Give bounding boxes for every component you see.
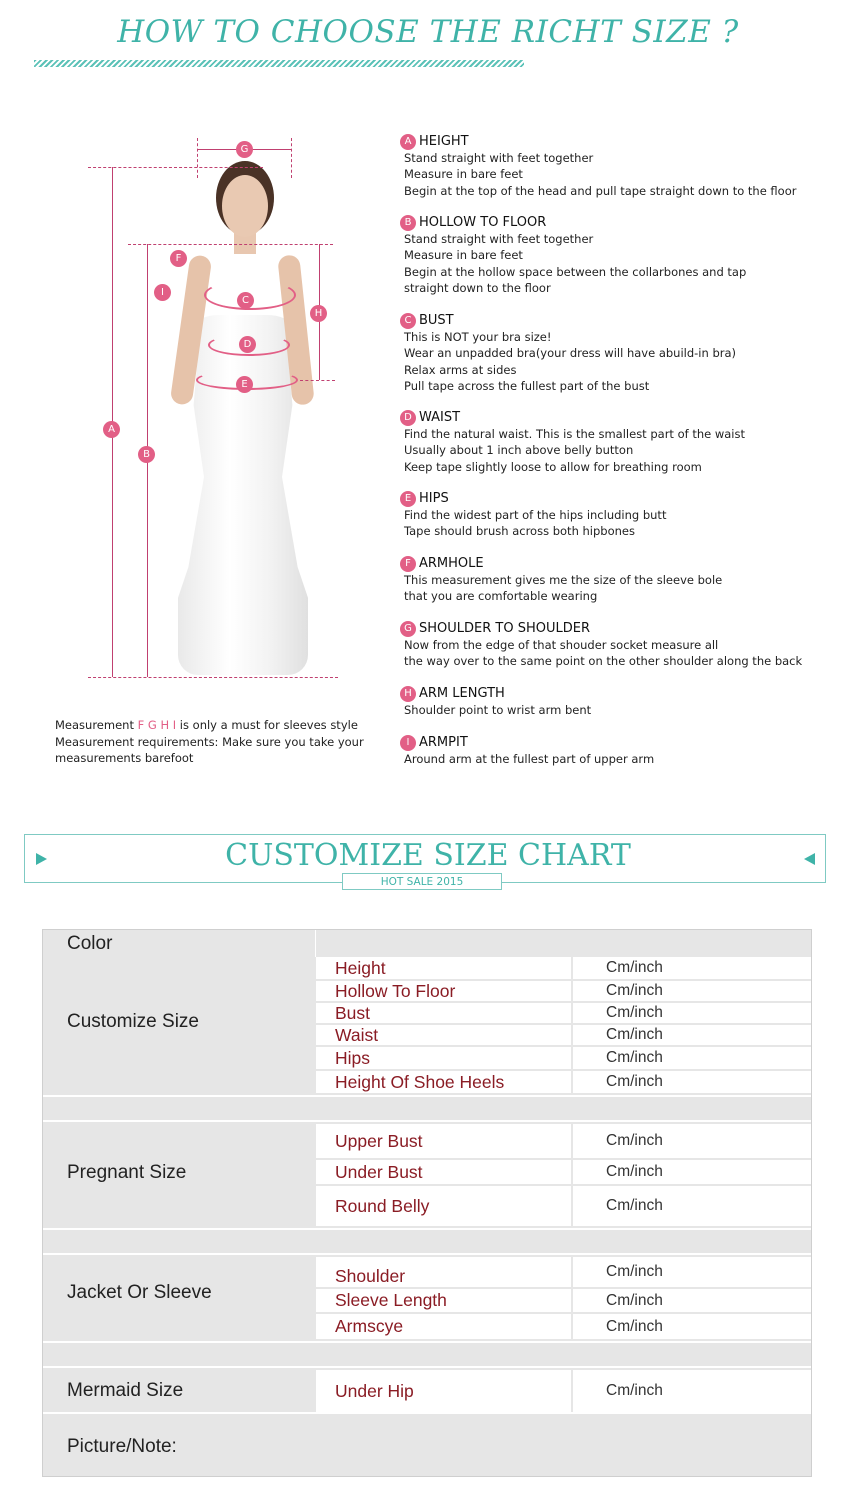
guide-floor [88,677,338,678]
marker-d: D [239,336,256,353]
table-row [316,1289,811,1314]
measure-armpit [400,734,840,767]
measure-title: ARM LENGTH [419,686,505,701]
model-head [222,175,268,237]
measure-title: BUST [419,313,454,328]
badge-icon: I [400,735,416,751]
row-unit: Cm/inch [571,981,811,1001]
section-label: Customize Size [67,1011,199,1032]
note-line-2: Measurement requirements: Make sure you take your [55,734,364,749]
note-prefix: Measurement [55,718,138,732]
row-spacer [43,1341,811,1368]
marker-c: C [237,292,254,309]
marker-e: E [236,376,253,393]
page-title: HOW TO CHOOSE THE RICHT SIZE ? [117,14,739,50]
table-row [316,981,811,1003]
badge-icon: B [400,215,416,231]
section-mermaid-size [43,1370,811,1412]
row-label: Armscye [335,1316,404,1336]
table-row [316,1025,811,1047]
section-jacket-or-sleeve [43,1257,811,1341]
row-label: Bust [335,1002,371,1023]
row-label: Sleeve Length [335,1290,447,1310]
measure-line: Keep tape slightly loose to allow for breathing room [404,459,702,474]
table-row [316,1370,811,1412]
measure-hollow-to-floor [400,214,840,296]
measure-line: Begin at the top of the head and pull tape straight down to the floor [404,183,797,198]
measure-line: the way over to the same point on the other shoulder along the back [404,654,803,669]
measure-line: Now from the edge of that shouder socket measure all [404,638,719,652]
table-row [316,1160,811,1186]
table-row [316,1314,811,1341]
note-suffix: is only a must for sleeves style [176,718,358,732]
badge-icon: C [400,313,416,329]
measure-title: HEIGHT [419,134,469,149]
row-unit: Cm/inch [571,1025,811,1045]
row-spacer [43,1228,811,1255]
row-label: Under Hip [335,1380,414,1401]
table-row [316,1124,811,1160]
measure-line: Find the widest part of the hips including butt [404,508,667,522]
measure-hips [400,490,840,540]
marker-f: F [170,250,187,267]
guide-h-bottom [300,380,335,381]
measure-title: ARMPIT [419,735,468,750]
measure-line: Around arm at the fullest part of upper arm [404,752,655,766]
measurement-figure [0,120,380,700]
size-chart-title: CUSTOMIZE SIZE CHART [225,838,631,873]
row-unit: Cm/inch [571,1257,811,1287]
section-label: Mermaid Size [67,1380,184,1401]
guide-height-top [88,167,263,168]
row-unit: Cm/inch [571,1289,811,1312]
row-label: Under Bust [335,1161,423,1182]
measure-line: This is NOT your bra size! [404,330,552,344]
marker-h: H [310,305,327,322]
row-unit: Cm/inch [571,957,811,979]
measure-title: HIPS [419,491,449,506]
measure-waist [400,409,840,475]
row-label: Height [335,957,386,978]
measurement-notes [55,717,385,767]
section-picture-note [43,1412,811,1478]
guide-hollow-top [128,244,333,245]
measure-line: straight down to the floor [404,280,551,295]
measure-line: Relax arms at sides [404,362,517,377]
measure-line: that you are comfortable wearing [404,589,598,604]
measure-line: Measure in bare feet [404,167,523,182]
measure-line: Usually about 1 inch above belly button [404,443,634,458]
measure-line: Stand straight with feet together [404,151,594,165]
measure-line: Measure in bare feet [404,248,523,263]
hot-sale-badge: HOT SALE 2015 [342,873,502,890]
row-unit: Cm/inch [571,1003,811,1023]
row-label: Upper Bust [335,1130,423,1151]
row-label: Shoulder [335,1266,406,1286]
marker-a: A [103,421,120,438]
measure-line: Begin at the hollow space between the collarbones and tap [404,264,747,279]
measure-title: HOLLOW TO FLOOR [419,215,547,230]
row-spacer [43,1095,811,1122]
column-divider [315,930,316,957]
measure-line: Shoulder point to wrist arm bent [404,703,592,717]
section-label: Jacket Or Sleeve [67,1282,212,1303]
table-row [316,1047,811,1071]
measure-line: Wear an unpadded bra(your dress will have abuild-in bra) [404,346,737,361]
section-color [43,930,811,957]
measure-armhole [400,555,840,605]
table-row [316,1257,811,1289]
table-row [316,1186,811,1228]
measure-height [400,133,840,199]
title-underline-stripe [34,60,524,67]
guide-g-right [291,138,292,178]
marker-g: G [236,141,253,158]
badge-icon: G [400,621,416,637]
measure-title: SHOULDER TO SHOULDER [419,621,590,636]
row-label: Waist [335,1024,379,1045]
row-label: Round Belly [335,1195,430,1216]
row-label: Hollow To Floor [335,980,456,1001]
row-unit: Cm/inch [571,1186,811,1226]
measure-line: This measurement gives me the size of the sleeve bole [404,573,723,587]
measure-line: Find the natural waist. This is the smallest part of the waist [404,427,746,441]
measure-arm-length [400,685,840,718]
row-unit: Cm/inch [571,1160,811,1184]
badge-icon: H [400,686,416,702]
badge-icon: A [400,134,416,150]
row-label: Height Of Shoe Heels [335,1071,505,1092]
marker-i: I [154,284,171,301]
row-unit: Cm/inch [571,1314,811,1339]
measure-title: ARMHOLE [419,556,484,571]
row-label: Hips [335,1047,371,1068]
badge-icon: E [400,491,416,507]
section-label: Picture/Note: [67,1436,177,1457]
note-line-3: measurements barefoot [55,751,194,765]
badge-icon: D [400,410,416,426]
measure-title: WAIST [419,410,461,425]
table-row [316,1071,811,1095]
row-unit: Cm/inch [571,1124,811,1158]
table-row [316,1003,811,1025]
section-label: Color [67,933,113,954]
section-label: Pregnant Size [67,1162,187,1183]
note-letters: F G H I [137,718,177,732]
size-chart-table [42,929,812,1477]
measure-line: Pull tape across the fullest part of the bust [404,378,650,393]
badge-icon: F [400,556,416,572]
row-unit: Cm/inch [571,1071,811,1093]
section-customize-size [43,957,811,1095]
section-pregnant-size [43,1124,811,1228]
measure-shoulder-to-shoulder [400,620,840,670]
row-unit: Cm/inch [571,1370,811,1412]
measure-line: Stand straight with feet together [404,232,594,246]
row-unit: Cm/inch [571,1047,811,1069]
guide-g-left [197,138,198,178]
measure-bust [400,312,840,394]
marker-b: B [138,446,155,463]
measure-line: Tape should brush across both hipbones [404,524,635,539]
table-row [316,957,811,981]
